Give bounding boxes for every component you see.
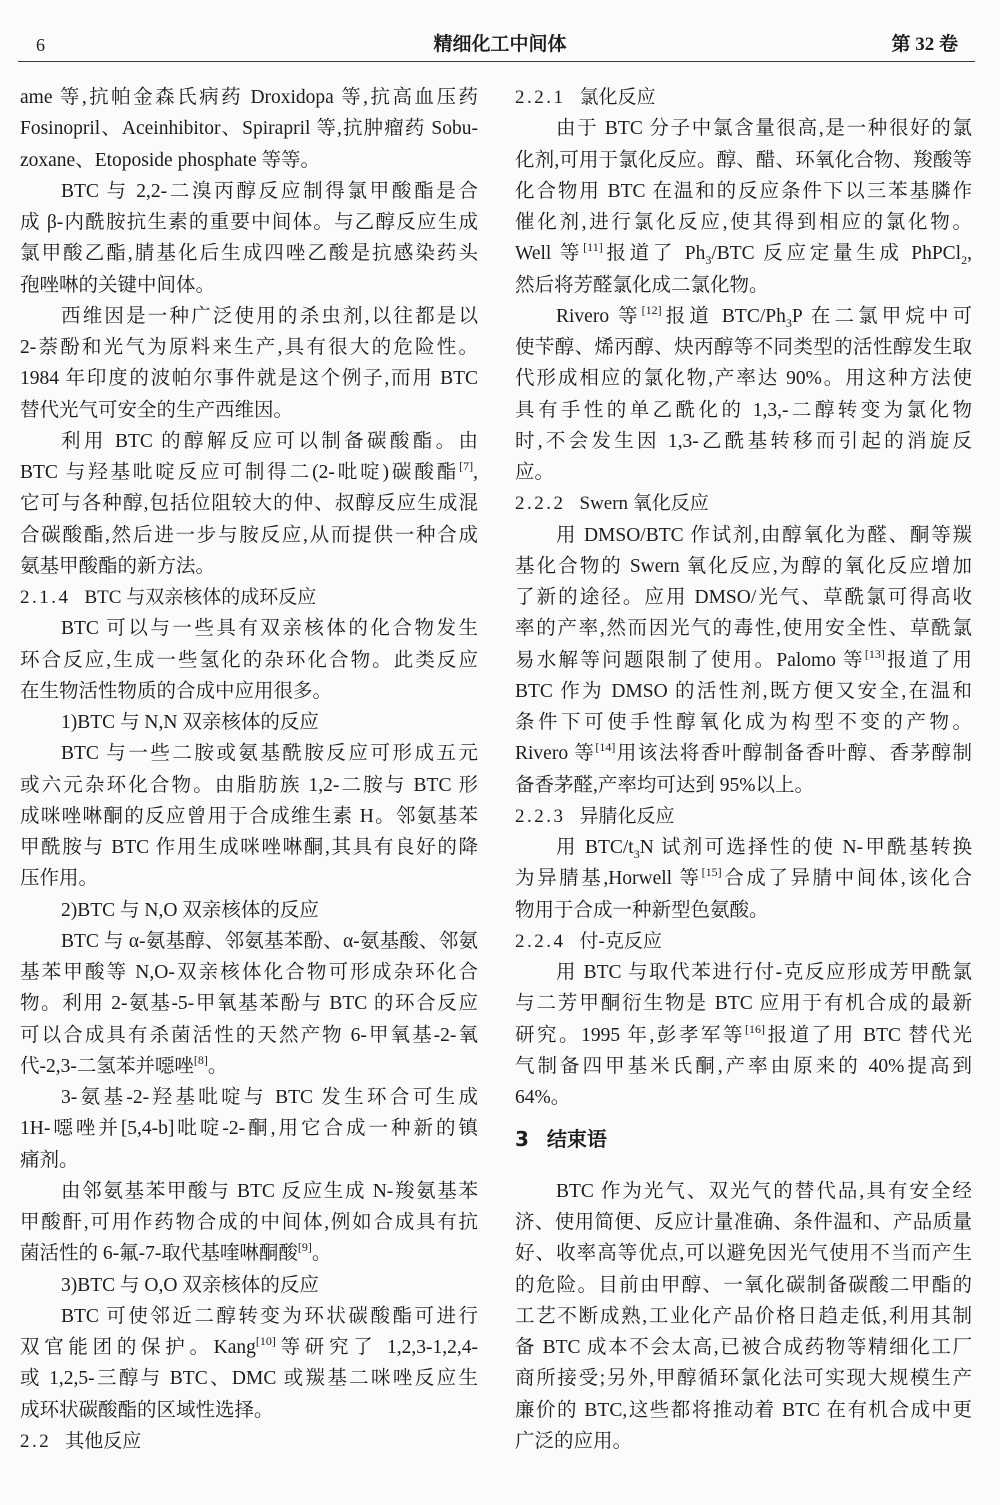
paragraph [20,301,478,426]
text-line: Fosinopril、Aceinhibitor、Spirapril 等,抗肿瘤药 Sobu- [20,118,478,140]
text-line [515,832,972,863]
text-run: N 试剂可选择性的使 N-甲酰基转换 [639,837,972,858]
heading-number: 2.2.3 [515,805,566,827]
text-line: 然后将芳醛氯化成二氯化物。 [515,274,769,296]
text-line: 廉价的 BTC,这些都将推动着 BTC 在有机合成中更 [515,1399,972,1421]
running-header [0,0,1000,62]
text-run: 。 [207,1055,228,1077]
text-line: BTC 作为光气、双光气的替代品,具有安全经 [556,1180,972,1202]
subsection-heading: 3)BTC 与 O,O 双亲核体的反应 [61,1274,319,1296]
text-run: Well 等 [515,243,584,265]
text-line: 的危险。目前由甲醇、一氧化碳制备碳酸二甲酯的 [515,1274,972,1296]
heading-number: 2.2.2 [515,493,566,515]
text-run: , [967,243,972,265]
text-run: 报道 BTC/Ph [661,305,786,327]
text-line: 成 β-内酰胺抗生素的重要中间体。与乙醇反应生成 [20,212,478,233]
citation-superscript: [16] [745,1021,766,1036]
heading-title: 氯化反应 [579,87,656,108]
text-line: 或 1,2,5-三醇与 BTC、DMC 或羰基二咪唑反应生 [20,1368,478,1390]
text-line: 了新的途径。应用 DMSO/光气、草酰氯可得高收 [515,587,972,608]
text-line: 或六元杂环化合物。由脂肪族 1,2-二胺与 BTC 形 [20,774,478,796]
text-line: 备 BTC 成本不会太高,已被合成药物等精细化工厂 [515,1337,972,1358]
section-heading [515,926,972,957]
text-line [515,1020,972,1051]
paragraph [20,1301,478,1426]
text-line: 工艺不断成熟,工业化产品价格日趋走低,利用其制 [515,1305,972,1327]
text-line: 广泛的应用。 [515,1430,633,1452]
heading-number: 2.1.4 [20,587,71,608]
text-line: 合碳酸酯,然后进一步与胺反应,从而提供一种合成 [20,524,478,546]
text-line: 西维因是一种广泛使用的杀虫剂,以往都是以 [61,305,478,327]
section-heading [20,582,478,613]
text-line: 率的产率,然而因光气的毒性,使用安全性、草酰氯 [515,618,972,640]
text-line: BTC 与 α-氨基醇、邻氨基苯酚、α-氨基酸、邻氨 [61,930,478,952]
text-line: 利用 BTC 的醇解反应可以制备碳酸酯。由 [61,430,478,452]
text-line: 应。 [515,462,555,483]
text-line: 成环状碳酸酯的区域性选择。 [20,1399,274,1421]
text-line: BTC 与 2,2-二溴丙醇反应制得氯甲酸酯是合 [61,180,478,202]
text-line: 化合物用 BTC 在温和的反应条件下以三苯基膦作 [515,180,972,202]
subsection-heading: 2)BTC 与 N,O 双亲核体的反应 [61,899,319,921]
chapter-number: 3 [515,1127,529,1152]
paragraph [515,301,972,489]
paragraph [20,82,478,176]
paragraph [20,613,478,707]
text-line: 使苄醇、烯丙醇、炔丙醇等不同类型的活性醇发生取 [515,337,972,358]
volume-label: 第 32 卷 [891,34,958,55]
chapter-heading [515,1113,972,1176]
header-rule [18,61,975,62]
citation-superscript: [11] [583,240,603,255]
paragraph [515,113,972,301]
heading-title: 异腈化反应 [579,805,675,827]
citation-superscript: [15] [701,865,722,880]
text-line: 商所接受;另外,甲醇循环氯化法可实现大规模生产 [515,1368,972,1390]
text-line: BTC 作为 DMSO 的活性剂,既方便又安全,在温和 [515,680,972,702]
subscript: 2 [961,253,968,268]
citation-superscript: [8] [193,1052,208,1067]
text-line: BTC 可以与一些具有双亲核体的化合物发生 [61,618,478,640]
text-line [20,1051,478,1082]
text-line: 化剂,可用于氯化反应。醇、醋、环氧化合物、羧酸等 [515,149,972,171]
text-run: 报道了 Ph [602,243,706,265]
subscript: 3 [705,253,712,268]
text-run: 为异腈基,Horwell 等 [515,868,702,890]
right-column [515,82,972,1457]
text-line: 压作用。 [20,868,99,890]
paragraph [515,957,972,1113]
text-line: 64%。 [515,1087,571,1108]
text-run: 用该法将香叶醇制备香叶醇、香茅醇制 [615,743,972,765]
text-line: 物用于合成一种新型色氨酸。 [515,899,769,921]
text-run: 报道了用 BTC 替代光 [765,1024,972,1046]
text-line: 孢唑啉的关键中间体。 [20,274,216,296]
text-line: 1H-噁唑并[5,4-b]吡啶-2-酮,用它合成一种新的镇 [20,1118,478,1140]
heading-title: BTC 与双亲核体的成环反应 [84,587,317,608]
citation-superscript: [10] [255,1334,276,1348]
text-line [515,738,972,769]
text-line: 成咪唑啉酮的反应曾用于合成维生素 H。邻氨基苯 [20,805,478,827]
paragraph [515,832,972,926]
text-line: BTC 与一些二胺或氨基酰胺反应可形成五元 [61,743,478,765]
text-run: 双官能团的保护。Kang [20,1337,256,1358]
text-run: 。 [311,1243,332,1265]
text-line: 用 BTC 与取代苯进行付-克反应形成芳甲酰氯 [556,962,972,983]
text-line: 它可与各种醇,包括位阻较大的仲、叔醇反应生成混 [20,493,478,515]
section-heading [515,488,972,519]
paragraph [20,426,478,582]
text-line: ame 等,抗帕金森氏病药 Droxidopa 等,抗高血压药 [20,87,478,108]
text-line: 气制备四甲基米氏酮,产率由原来的 40%提高到 [515,1055,972,1077]
text-run: 易水解等问题限制了使用。Palomo 等 [515,649,865,671]
text-run: 合成了异腈中间体,该化合 [721,868,972,890]
journal-title: 精细化工中间体 [433,34,567,55]
citation-superscript: [9] [297,1240,312,1255]
citation-superscript: [14] [595,740,616,755]
text-run: 报道了用 [884,649,972,671]
chapter-title: 结束语 [546,1127,607,1152]
text-line: 氨基甲酸酯的新方法。 [20,555,216,577]
page-number: 6 [36,35,45,55]
text-line: 痛剂。 [20,1149,79,1171]
heading-title: 付-克反应 [579,930,662,952]
text-run: Rivero 等 [556,305,642,327]
text-line: 2-萘酚和光气为原料来生产,具有很大的危险性。 [20,337,478,358]
left-column [20,82,478,1457]
subsection-heading: 1)BTC 与 N,N 双亲核体的反应 [61,712,319,733]
text-line: 替代光气可安全的生产西维因。 [20,399,294,421]
subscript: 3 [785,315,792,330]
citation-superscript: [7] [459,459,474,473]
text-line: 氯甲酸乙酯,腈基化后生成四唑乙酸是抗感染药头 [20,243,478,265]
text-line: 3-氨基-2-羟基吡啶与 BTC 发生环合可生成 [61,1087,478,1108]
text-line: 条件下可使手性醇氧化成为构型不变的产物。 [515,712,972,733]
text-run: , [473,462,478,483]
paragraph [20,738,478,894]
text-run: Rivero 等 [515,743,596,765]
text-line: 基苯甲酸等 N,O-双亲核体化合物可形成杂环化合 [20,962,478,983]
text-line: 1984 年印度的波帕尔事件就是这个例子,而用 BTC [20,368,478,390]
heading-number: 2.2 [20,1430,52,1452]
heading-number: 2.2.1 [515,87,566,108]
text-line: 催化剂,进行氯化反应,使其得到相应的氯化物。 [515,212,972,233]
text-run: 菌活性的 6-氟-7-取代基喹啉酮酸 [20,1243,298,1265]
text-line: 济、使用简便、反应计量准确、条件温和、产品质量 [515,1212,972,1233]
text-line [20,1238,478,1269]
text-line: 在生物活性物质的合成中应用很多。 [20,680,333,702]
text-line: 甲酰胺与 BTC 作用生成咪唑啉酮,其具有良好的降 [20,837,478,858]
text-line: 可以合成具有杀菌活性的天然产物 6-甲氧基-2-氧 [20,1024,478,1046]
section-heading [515,801,972,832]
text-line: 基化合物的 Swern 氧化反应,为醇的氧化反应增加 [515,555,972,577]
citation-superscript: [12] [641,302,662,317]
text-line: 甲酸酐,可用作药物合成的中间体,例如合成具有抗 [20,1212,478,1233]
section-heading [515,82,972,113]
text-line [515,863,972,894]
text-run: 用 BTC/t [556,837,634,858]
text-run: 等研究了 1,2,3-1,2,4- [275,1337,478,1358]
text-line: 环合反应,生成一些氢化的杂环化合物。此类反应 [20,649,478,671]
text-run: 研究。1995 年,彭孝军等 [515,1024,746,1046]
text-line [20,1332,478,1363]
heading-title: 其他反应 [65,1430,142,1452]
section-heading [20,1426,478,1457]
text-line: 由于 BTC 分子中氯含量很高,是一种很好的氯 [556,118,972,140]
text-run: 代-2,3-二氢苯并噁唑 [20,1055,194,1077]
text-line [515,645,972,676]
text-line: 由邻氨基苯甲酸与 BTC 反应生成 N-羧氨基苯 [61,1180,478,1202]
text-line [20,457,478,488]
paragraph [515,520,972,801]
paragraph [20,176,478,301]
text-line: 具有手性的单乙酰化的 1,3,-二醇转变为氯化物 [515,399,972,421]
text-line: 代形成相应的氯化物,产率达 90%。用这种方法使 [515,368,972,390]
text-line: 用 DMSO/BTC 作试剂,由醇氧化为醛、酮等羰 [556,524,972,546]
paragraph [20,926,478,1082]
text-run: P 在二氯甲烷中可 [791,305,973,327]
paragraph [20,1176,478,1270]
text-line: 与二芳甲酮衍生物是 BTC 应用于有机合成的最新 [515,993,972,1015]
text-run: /BTC 反应定量生成 PhPCl [711,243,962,265]
text-line: 备香茅醛,产率均可达到 95%以上。 [515,774,814,796]
text-line: 好、收率高等优点,可以避免因光气使用不当而产生 [515,1243,972,1265]
paragraph [20,1082,478,1176]
paragraph [515,1176,972,1457]
text-line: zoxane、Etoposide phosphate 等等。 [20,149,321,171]
heading-number: 2.2.4 [515,930,566,952]
citation-superscript: [13] [864,646,885,661]
text-line: 物。利用 2-氨基-5-甲氧基苯酚与 BTC 的环合反应 [20,993,478,1015]
heading-title: Swern 氧化反应 [579,493,709,515]
text-line [515,301,972,332]
text-line: 时,不会发生因 1,3-乙酰基转移而引起的消旋反 [515,430,972,452]
text-line: BTC 可使邻近二醇转变为环状碳酸酯可进行 [61,1305,478,1327]
subscript: 3 [633,847,640,861]
text-line [515,238,972,269]
text-run: BTC 与羟基吡啶反应可制得二(2-吡啶)碳酸酯 [20,462,460,483]
